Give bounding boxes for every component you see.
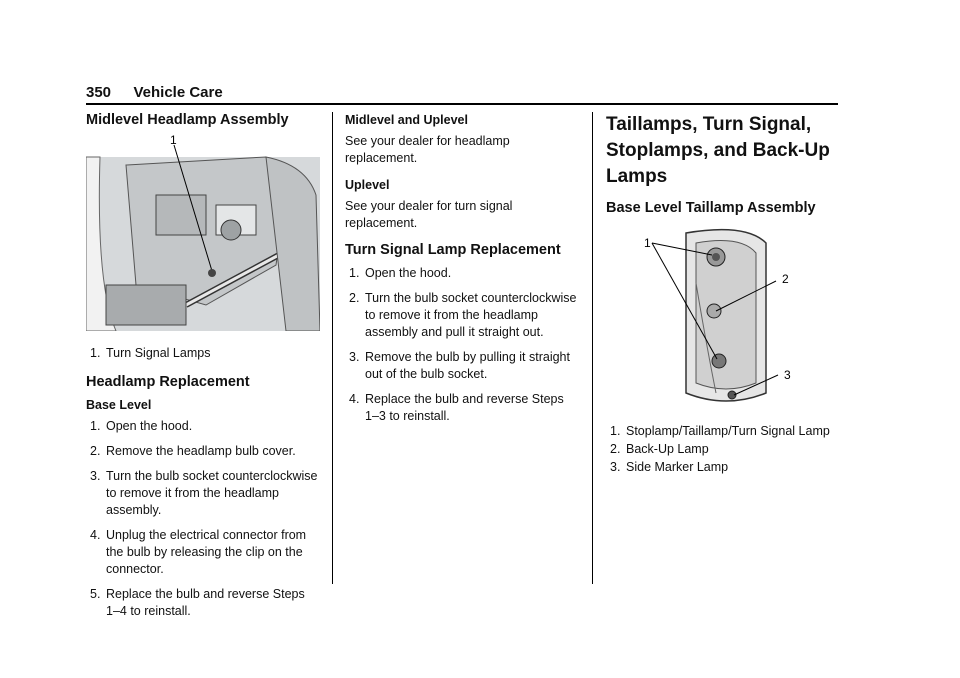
- header-rule: [86, 103, 838, 105]
- page-number: 350: [86, 84, 112, 101]
- step-item: 4. Replace the bulb and reverse Steps 1–3 to reinstall.: [349, 392, 564, 423]
- caption-item: 1. Stoplamp/Taillamp/Turn Signal Lamp: [610, 424, 830, 438]
- caption-item: 3. Side Marker Lamp: [610, 460, 729, 474]
- midlevel-headlamp-title: Midlevel Headlamp Assembly: [86, 112, 289, 128]
- step-item: 3. Remove the bulb by pulling it straight out of the bulb socket.: [349, 350, 570, 381]
- step-item: 2. Turn the bulb socket counterclockwise to remove it from the headlamp assembly and pull it straight out.: [349, 291, 577, 339]
- callout-1-label: 1: [170, 135, 177, 147]
- step-item: 4. Unplug the electrical connector from the bulb by releasing the clip on the connector.: [90, 528, 307, 576]
- callout-2-label: 2: [782, 272, 789, 286]
- taillamp-assembly-illustration: [606, 223, 838, 409]
- column-3: [606, 112, 838, 477]
- turn-signal-title: Turn Signal Lamp Replacement: [345, 242, 561, 258]
- midlevel-text: See your dealer for headlamp replacement.: [345, 134, 510, 165]
- taillamps-title: Taillamps, Turn Signal, Stoplamps, and Back-Up Lamps: [606, 114, 830, 187]
- caption-item: 1. Turn Signal Lamps: [90, 346, 211, 360]
- caption-item: 2. Back-Up Lamp: [610, 442, 709, 456]
- midlevel-uplevel-label: Midlevel and Uplevel: [345, 113, 468, 127]
- base-level-label: Base Level: [86, 398, 152, 412]
- headlamp-assembly-illustration: [86, 135, 320, 331]
- callout-3-label: 3: [784, 368, 791, 382]
- step-item: 5. Replace the bulb and reverse Steps 1–4 to reinstall.: [90, 587, 305, 618]
- uplevel-label: Uplevel: [345, 178, 390, 192]
- column-divider-1: [332, 112, 333, 584]
- uplevel-text: See your dealer for turn signal replacement.: [345, 199, 513, 230]
- step-item: 3. Turn the bulb socket counterclockwise to remove it from the headlamp assembly.: [90, 469, 318, 517]
- step-item: 1. Open the hood.: [349, 266, 452, 280]
- page-header: [86, 84, 838, 104]
- column-2: [345, 112, 577, 433]
- column-1: [86, 112, 320, 628]
- step-item: 1. Open the hood.: [90, 419, 193, 433]
- base-level-taillamp-title: Base Level Taillamp Assembly: [606, 200, 816, 216]
- callout-1-label: 1: [644, 236, 651, 250]
- headlamp-replacement-title: Headlamp Replacement: [86, 374, 250, 390]
- column-divider-2: [592, 112, 593, 584]
- section-title: Vehicle Care: [133, 84, 223, 101]
- step-item: 2. Remove the headlamp bulb cover.: [90, 444, 296, 458]
